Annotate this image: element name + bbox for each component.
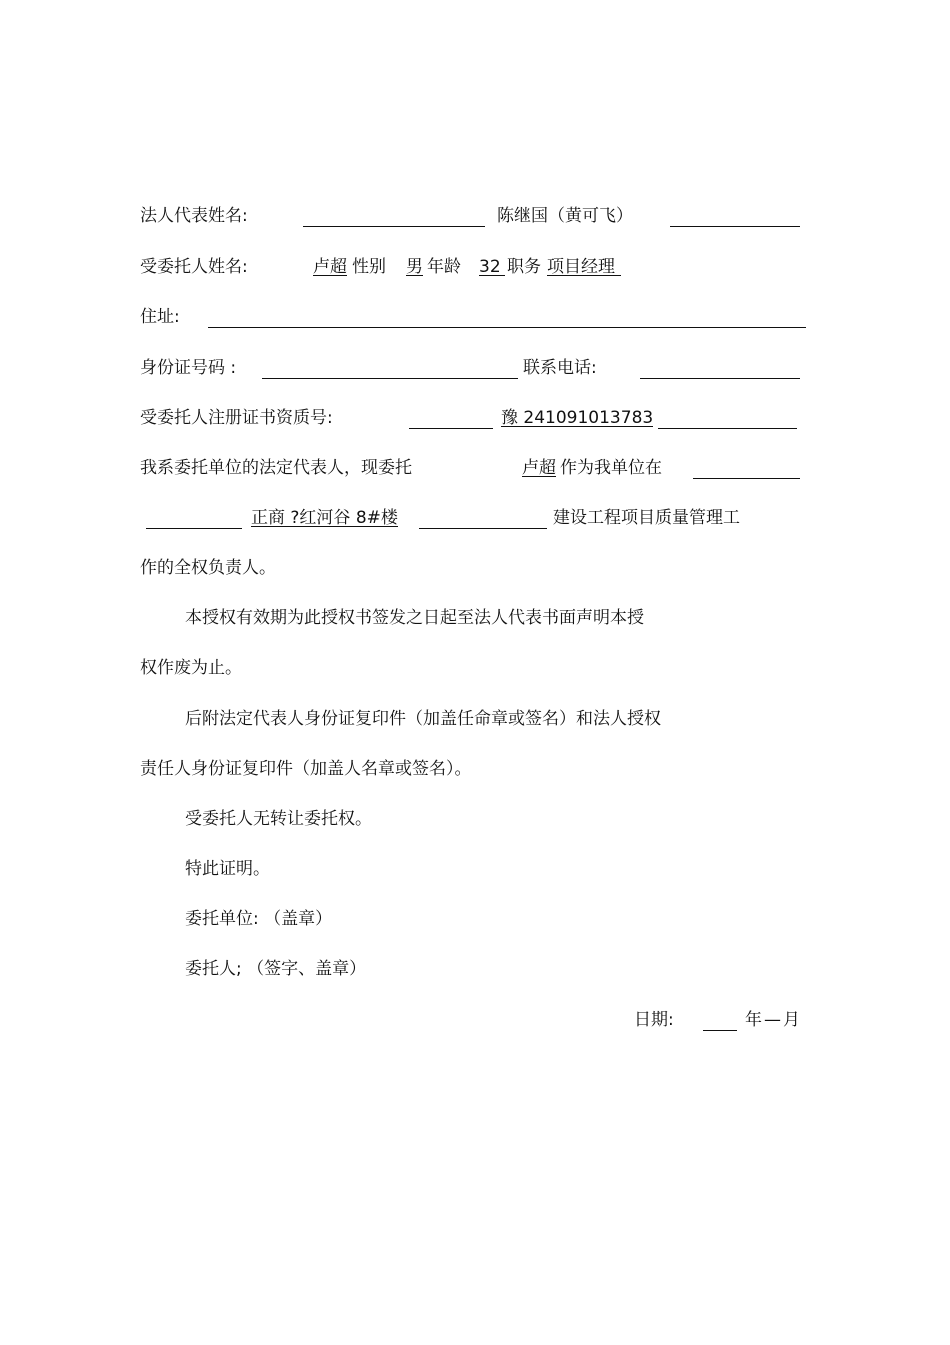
date-label: 日期:: [634, 1010, 674, 1030]
phone-label: 联系电话:: [523, 358, 597, 378]
trustee-label: 受委托人姓名:: [140, 257, 248, 277]
entrust-unit: 委托单位: （盖章）: [185, 909, 333, 929]
year-label: 年: [745, 1010, 762, 1030]
legal-rep-blank-after: [670, 208, 800, 227]
cert-label: 受委托人注册证书资质号:: [140, 408, 333, 428]
phone-blank: [640, 360, 800, 379]
address-label: 住址:: [140, 307, 180, 327]
address-blank: [208, 309, 806, 328]
gender-value: 男: [406, 257, 423, 277]
month-label: 月: [783, 1010, 800, 1030]
project-blank-before: [146, 510, 242, 529]
para3: 受委托人无转让委托权。: [185, 809, 372, 829]
para2-line2: 责任人身份证复印件（加盖人名章或签名）。: [140, 759, 472, 779]
para2-line1: 后附法定代表人身份证复印件（加盖任命章或签名）和法人授权: [185, 709, 661, 729]
project-value: 正商 ?红河谷 8#楼: [251, 508, 398, 528]
delegate-name: 卢超: [522, 458, 556, 478]
delegate-prefix: 我系委托单位的法定代表人，现委托: [140, 458, 412, 478]
gender-label: 性别: [352, 257, 386, 277]
project-tail: 作的全权负责人。: [140, 558, 276, 578]
project-blank-after: [419, 510, 547, 529]
position-value: 项目经理: [547, 255, 621, 276]
trustee-name: 卢超: [313, 257, 347, 277]
id-blank: [262, 360, 518, 379]
project-suffix: 建设工程项目质量管理工: [553, 508, 740, 528]
delegate-suffix: 作为我单位在: [560, 458, 662, 478]
para1-line2: 权作废为止。: [140, 658, 242, 678]
para1-line1: 本授权有效期为此授权书签发之日起至法人代表书面声明本授: [185, 608, 644, 628]
age-value: 32: [479, 255, 505, 276]
year-blank: [703, 1012, 737, 1031]
cert-value: 豫 241091013783: [501, 408, 654, 428]
position-label: 职务: [507, 257, 541, 277]
cert-blank-before: [409, 410, 493, 429]
id-label: 身份证号码 :: [140, 358, 237, 378]
legal-rep-blank-before: [303, 208, 485, 227]
month-dash: —: [764, 1010, 781, 1030]
entruster: 委托人; （签字、盖章）: [185, 959, 367, 979]
legal-rep-label: 法人代表姓名:: [140, 206, 248, 226]
cert-blank-after: [658, 410, 797, 429]
age-label: 年龄: [427, 257, 461, 277]
delegate-blank: [693, 460, 800, 479]
legal-rep-value: 陈继国（黄可飞）: [497, 206, 633, 226]
para4: 特此证明。: [185, 859, 270, 879]
